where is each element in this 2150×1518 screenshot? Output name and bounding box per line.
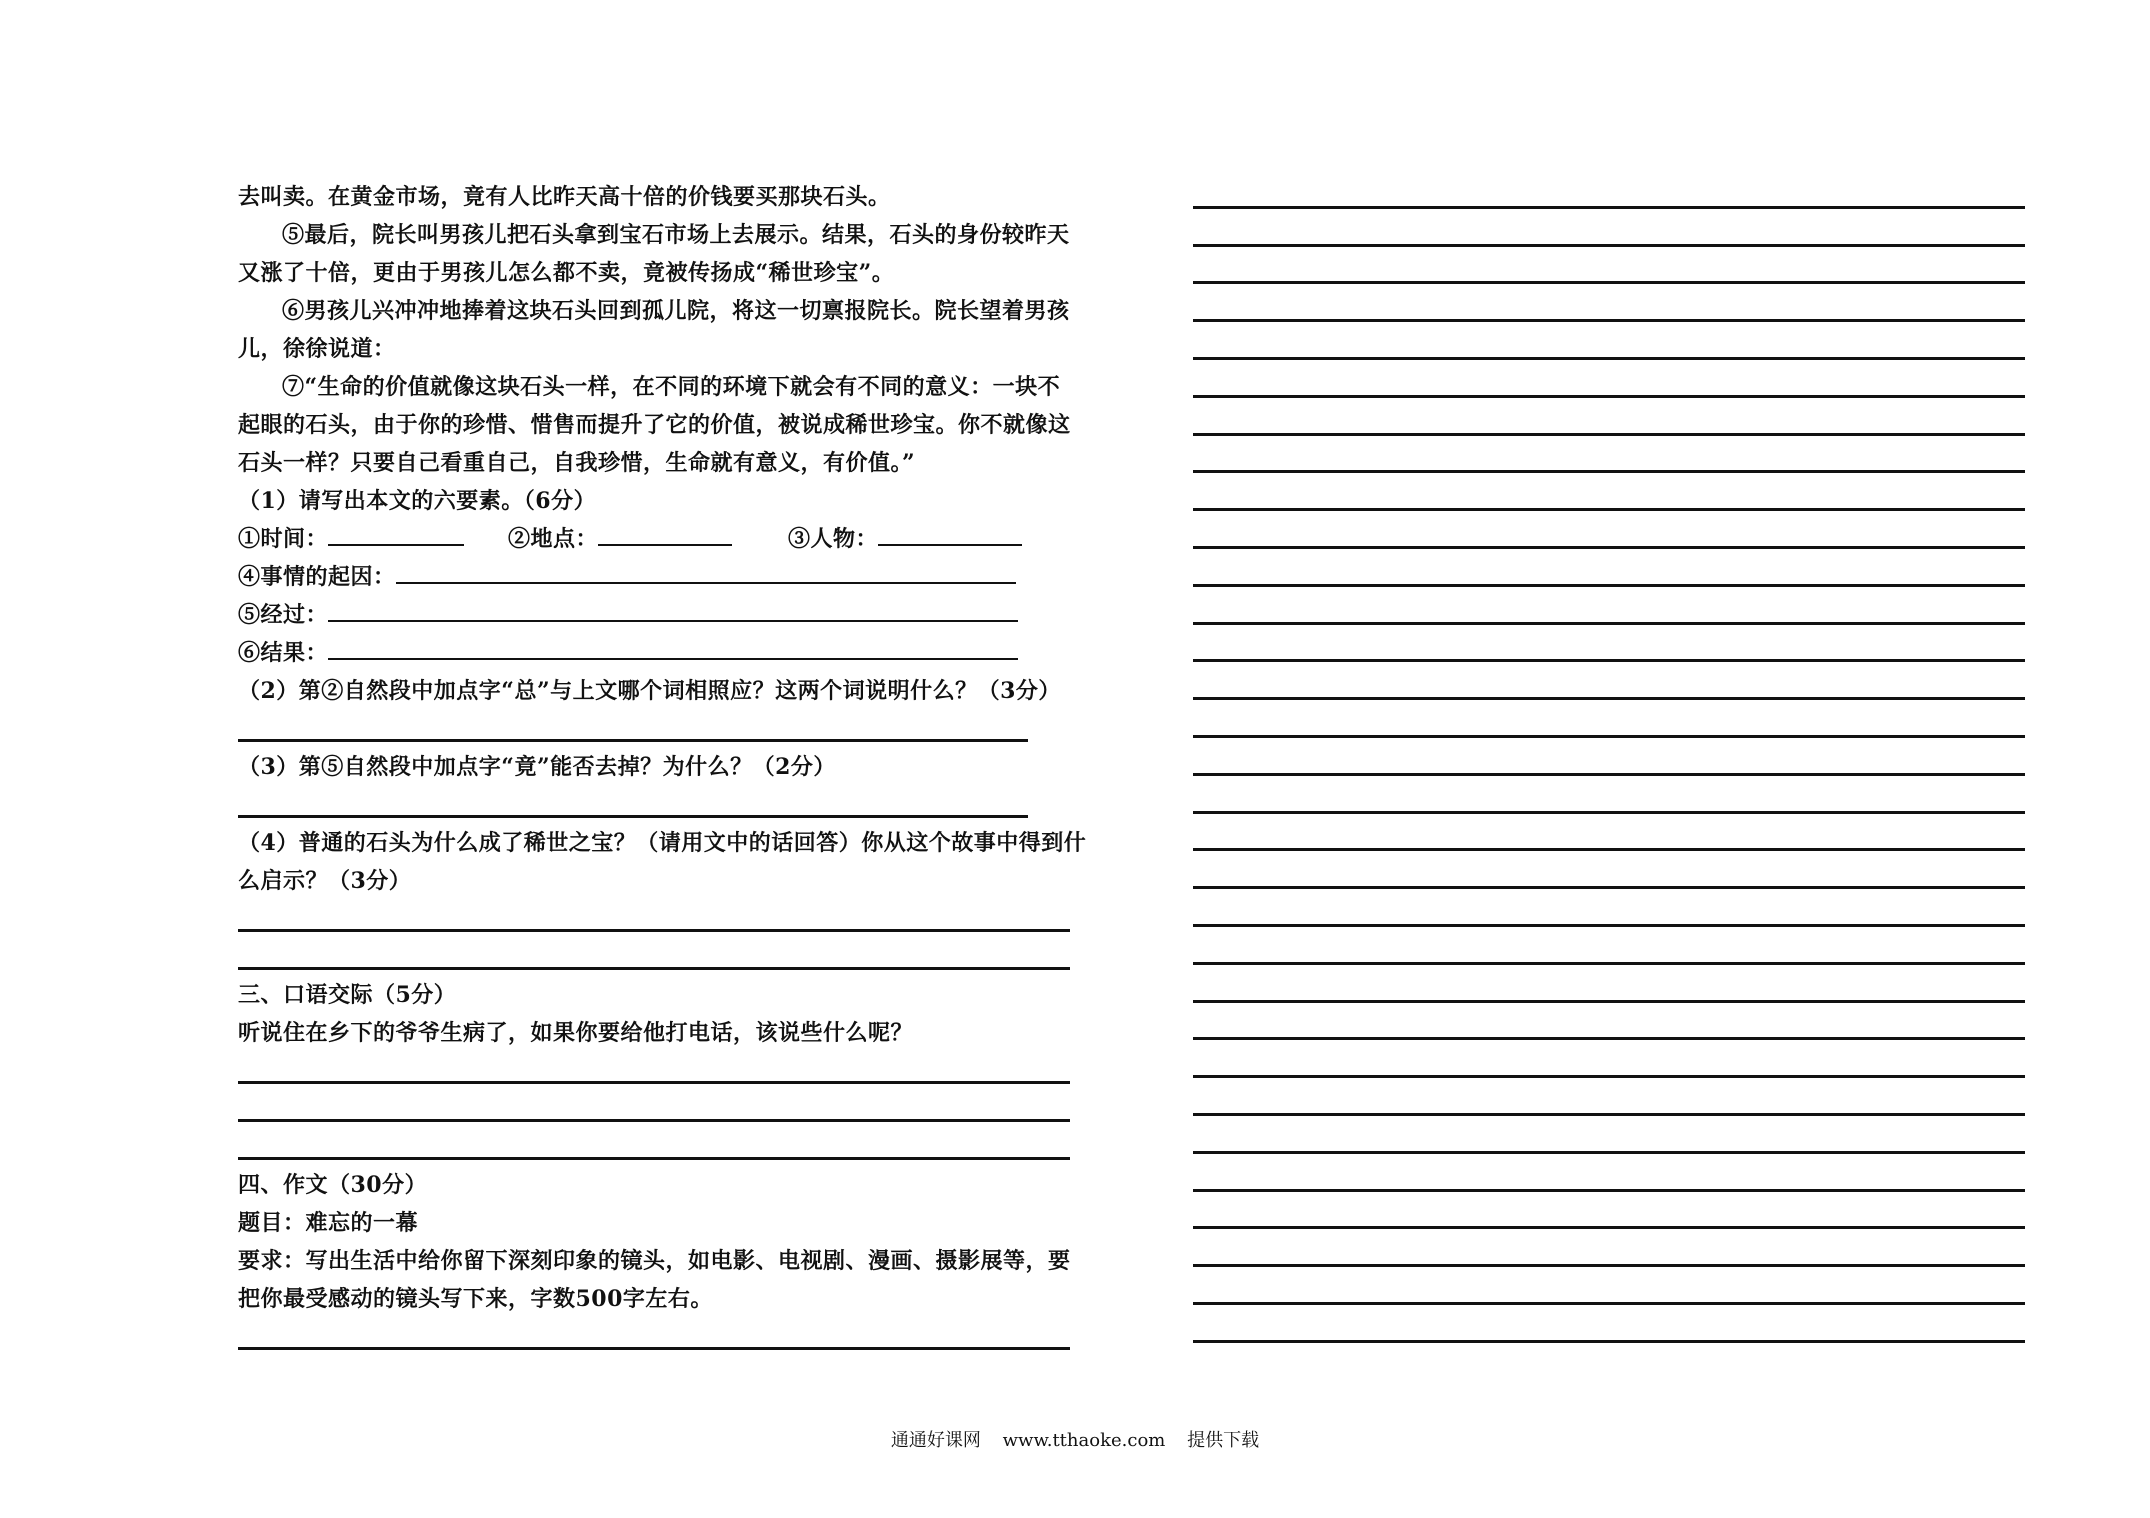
footer-note: 提供下载 — [1187, 1430, 1260, 1451]
essay-line[interactable] — [1193, 1307, 2025, 1345]
question-1-row-result — [238, 634, 1070, 672]
process-answer-blank[interactable] — [328, 596, 1018, 622]
question-4-answer-line[interactable] — [238, 938, 1070, 976]
essay-line[interactable] — [1193, 664, 2025, 702]
essay-line[interactable] — [1193, 816, 2025, 854]
essay-line[interactable] — [1193, 853, 2025, 891]
section-4-requirement-line-1: 要求：写出生活中给你留下深刻印象的镜头，如电影、电视剧、漫画、摄影展等，要 — [238, 1248, 1071, 1274]
essay-line[interactable] — [1193, 967, 2025, 1005]
passage-paragraph-6-line-2: 儿，徐徐说道： — [238, 336, 396, 362]
question-1-row-process — [238, 596, 1070, 634]
essay-line[interactable] — [1193, 740, 2025, 778]
section-4-title: 四、作文（30分） — [238, 1172, 428, 1198]
question-2-prompt: （2）第②自然段中加点字“总”与上文哪个词相照应？这两个词说明什么？（3分） — [238, 678, 1061, 704]
essay-line[interactable] — [1193, 702, 2025, 740]
essay-line[interactable] — [1193, 1042, 2025, 1080]
essay-line[interactable] — [1193, 1156, 2025, 1194]
cause-answer-blank[interactable] — [396, 558, 1016, 584]
place-answer-blank[interactable] — [598, 520, 732, 546]
passage-paragraph-7-line-3: 石头一样？只要自己看重自己，自我珍惜，生命就有意义，有价值。” — [238, 450, 916, 476]
essay-answer-line[interactable] — [238, 1318, 1070, 1356]
passage-paragraph-7-line-1: ⑦“生命的价值就像这块石头一样，在不同的环境下就会有不同的意义：一块不 — [282, 374, 1061, 400]
essay-line[interactable] — [1193, 778, 2025, 816]
essay-line[interactable] — [1193, 249, 2025, 287]
question-1-prompt: （1）请写出本文的六要素。（6分） — [238, 488, 597, 514]
essay-line[interactable] — [1193, 211, 2025, 249]
person-label: ③人物： — [788, 526, 879, 552]
essay-line[interactable] — [1193, 891, 2025, 929]
section-4-topic: 题目：难忘的一幕 — [238, 1210, 419, 1236]
question-1-row-a — [238, 520, 1070, 558]
question-2-answer-line[interactable] — [238, 710, 1028, 748]
essay-line[interactable] — [1193, 1231, 2025, 1269]
passage-paragraph-6-line-1: ⑥男孩儿兴冲冲地捧着这块石头回到孤儿院，将这一切禀报院长。院长望着男孩 — [282, 298, 1070, 324]
section-3-answer-line[interactable] — [238, 1052, 1070, 1090]
question-4-prompt-line-2: 么启示？（3分） — [238, 868, 412, 894]
result-label: ⑥结果： — [238, 640, 329, 666]
essay-line[interactable] — [1193, 551, 2025, 589]
essay-line[interactable] — [1193, 400, 2025, 438]
essay-line[interactable] — [1193, 1194, 2025, 1232]
question-3-prompt: （3）第⑤自然段中加点字“竟”能否去掉？为什么？（2分） — [238, 754, 836, 780]
section-3-title: 三、口语交际（5分） — [238, 982, 457, 1008]
page-footer — [0, 1426, 2150, 1452]
essay-line[interactable] — [1193, 1080, 2025, 1118]
passage-line: 去叫卖。在黄金市场，竟有人比昨天高十倍的价钱要买那块石头。 — [238, 184, 891, 210]
section-3-answer-line[interactable] — [238, 1090, 1070, 1128]
essay-line[interactable] — [1193, 513, 2025, 551]
essay-line[interactable] — [1193, 173, 2025, 211]
section-3-answer-line[interactable] — [238, 1128, 1070, 1166]
essay-line[interactable] — [1193, 438, 2025, 476]
essay-line[interactable] — [1193, 589, 2025, 627]
essay-line[interactable] — [1193, 286, 2025, 324]
question-4-answer-line[interactable] — [238, 900, 1070, 938]
left-column — [238, 178, 1087, 1356]
section-4-requirement-line-2: 把你最受感动的镜头写下来，字数500字左右。 — [238, 1286, 713, 1312]
essay-line[interactable] — [1193, 1005, 2025, 1043]
person-answer-blank[interactable] — [878, 520, 1022, 546]
essay-line[interactable] — [1193, 929, 2025, 967]
essay-writing-lines — [1193, 173, 2025, 1345]
question-4-prompt-line-1: （4）普通的石头为什么成了稀世之宝？（请用文中的话回答）你从这个故事中得到什 — [238, 830, 1087, 856]
passage-paragraph-5-line-1: ⑤最后，院长叫男孩儿把石头拿到宝石市场上去展示。结果，石头的身份较昨天 — [282, 222, 1070, 248]
essay-line[interactable] — [1193, 475, 2025, 513]
question-3-answer-line[interactable] — [238, 786, 1028, 824]
result-answer-blank[interactable] — [328, 634, 1018, 660]
cause-label: ④事情的起因： — [238, 564, 396, 590]
time-answer-blank[interactable] — [328, 520, 464, 546]
place-label: ②地点： — [508, 526, 599, 552]
passage-paragraph-5-line-2: 又涨了十倍，更由于男孩儿怎么都不卖，竟被传扬成“稀世珍宝”。 — [238, 260, 895, 286]
process-label: ⑤经过： — [238, 602, 329, 628]
essay-line[interactable] — [1193, 362, 2025, 400]
essay-line[interactable] — [1193, 627, 2025, 665]
essay-line[interactable] — [1193, 1118, 2025, 1156]
time-label: ①时间： — [238, 526, 329, 552]
footer-site-name: 通通好课网 — [890, 1430, 981, 1451]
question-1-row-cause — [238, 558, 1070, 596]
footer-url-link[interactable]: www.tthaoke.com — [1002, 1430, 1166, 1451]
essay-line[interactable] — [1193, 324, 2025, 362]
essay-line[interactable] — [1193, 1269, 2025, 1307]
section-3-prompt: 听说住在乡下的爷爷生病了，如果你要给他打电话，该说些什么呢？ — [238, 1020, 914, 1046]
passage-paragraph-7-line-2: 起眼的石头，由于你的珍惜、惜售而提升了它的价值，被说成稀世珍宝。你不就像这 — [238, 412, 1071, 438]
